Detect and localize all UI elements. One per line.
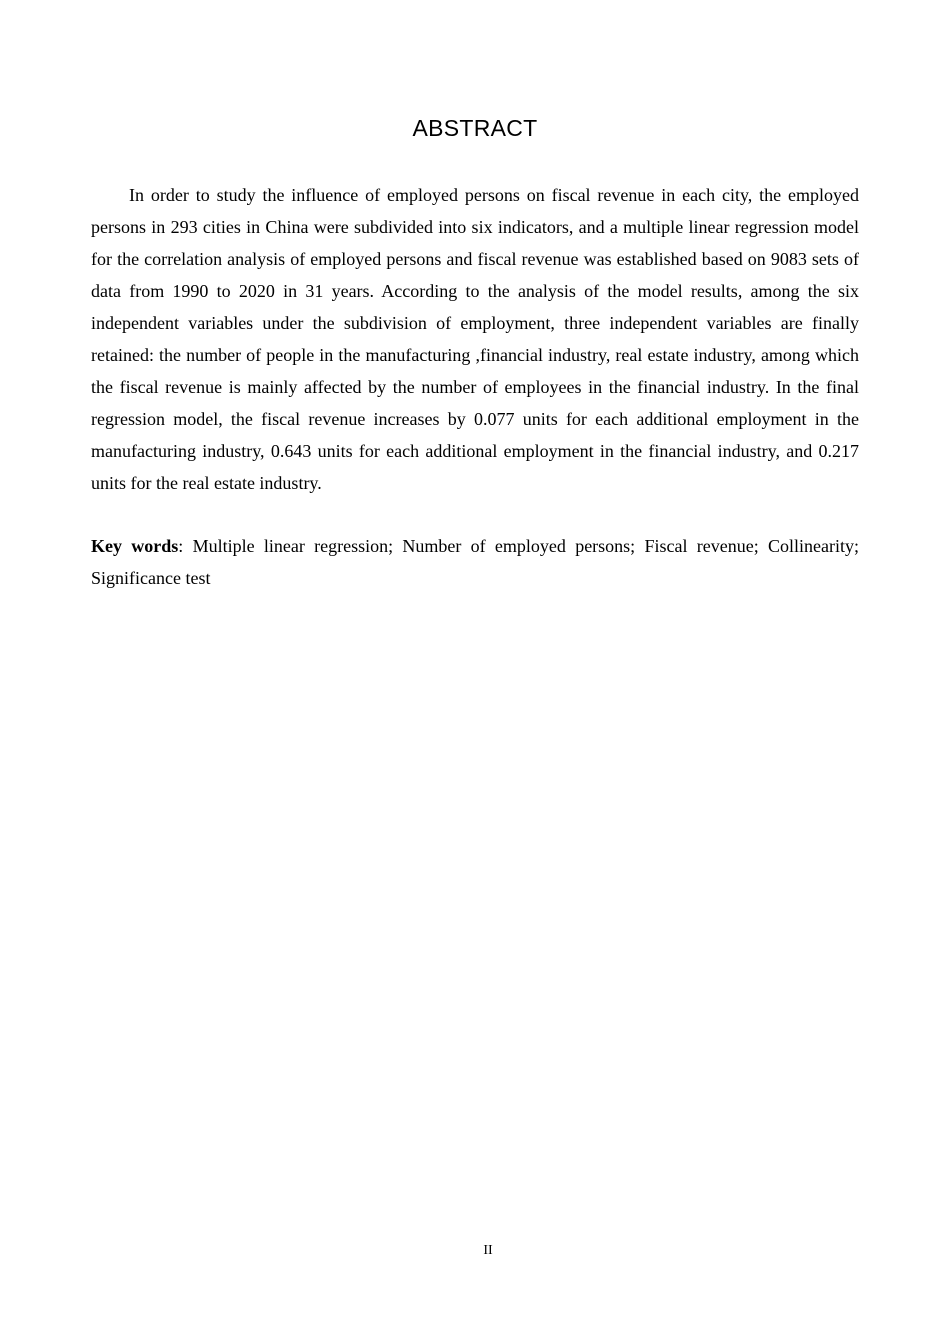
abstract-title: ABSTRACT [412, 115, 538, 141]
page-number: II [483, 1243, 493, 1258]
keywords-paragraph [91, 530, 859, 594]
abstract-paragraph: In order to study the influence of employed persons on fiscal revenue in each city, the employed persons in 293 cities in China were subdivided into six indicators, and a multiple linear regression model for the correlation analysis of employed persons and fiscal revenue was established based on 9083 sets of data from 1990 to 2020 in 31 years. According to the analysis of the model results, among the six independent variables under the subdivision of employment, three independent variables are finally retained: the number of people in the manufacturing ,financial industry, real estate industry, among which the fiscal revenue is mainly affected by the number of employees in the financial industry. In the final regression model, the fiscal revenue increases by 0.077 units for each additional employment in the manufacturing industry, 0.643 units for each additional employment in the financial industry, and 0.217 units for the real estate industry. [91, 185, 859, 493]
keywords-list: : Multiple linear regression; Number of employed persons; Fiscal revenue; Collinearity; Significance test [91, 536, 859, 588]
keywords-label: Key words [91, 536, 179, 556]
